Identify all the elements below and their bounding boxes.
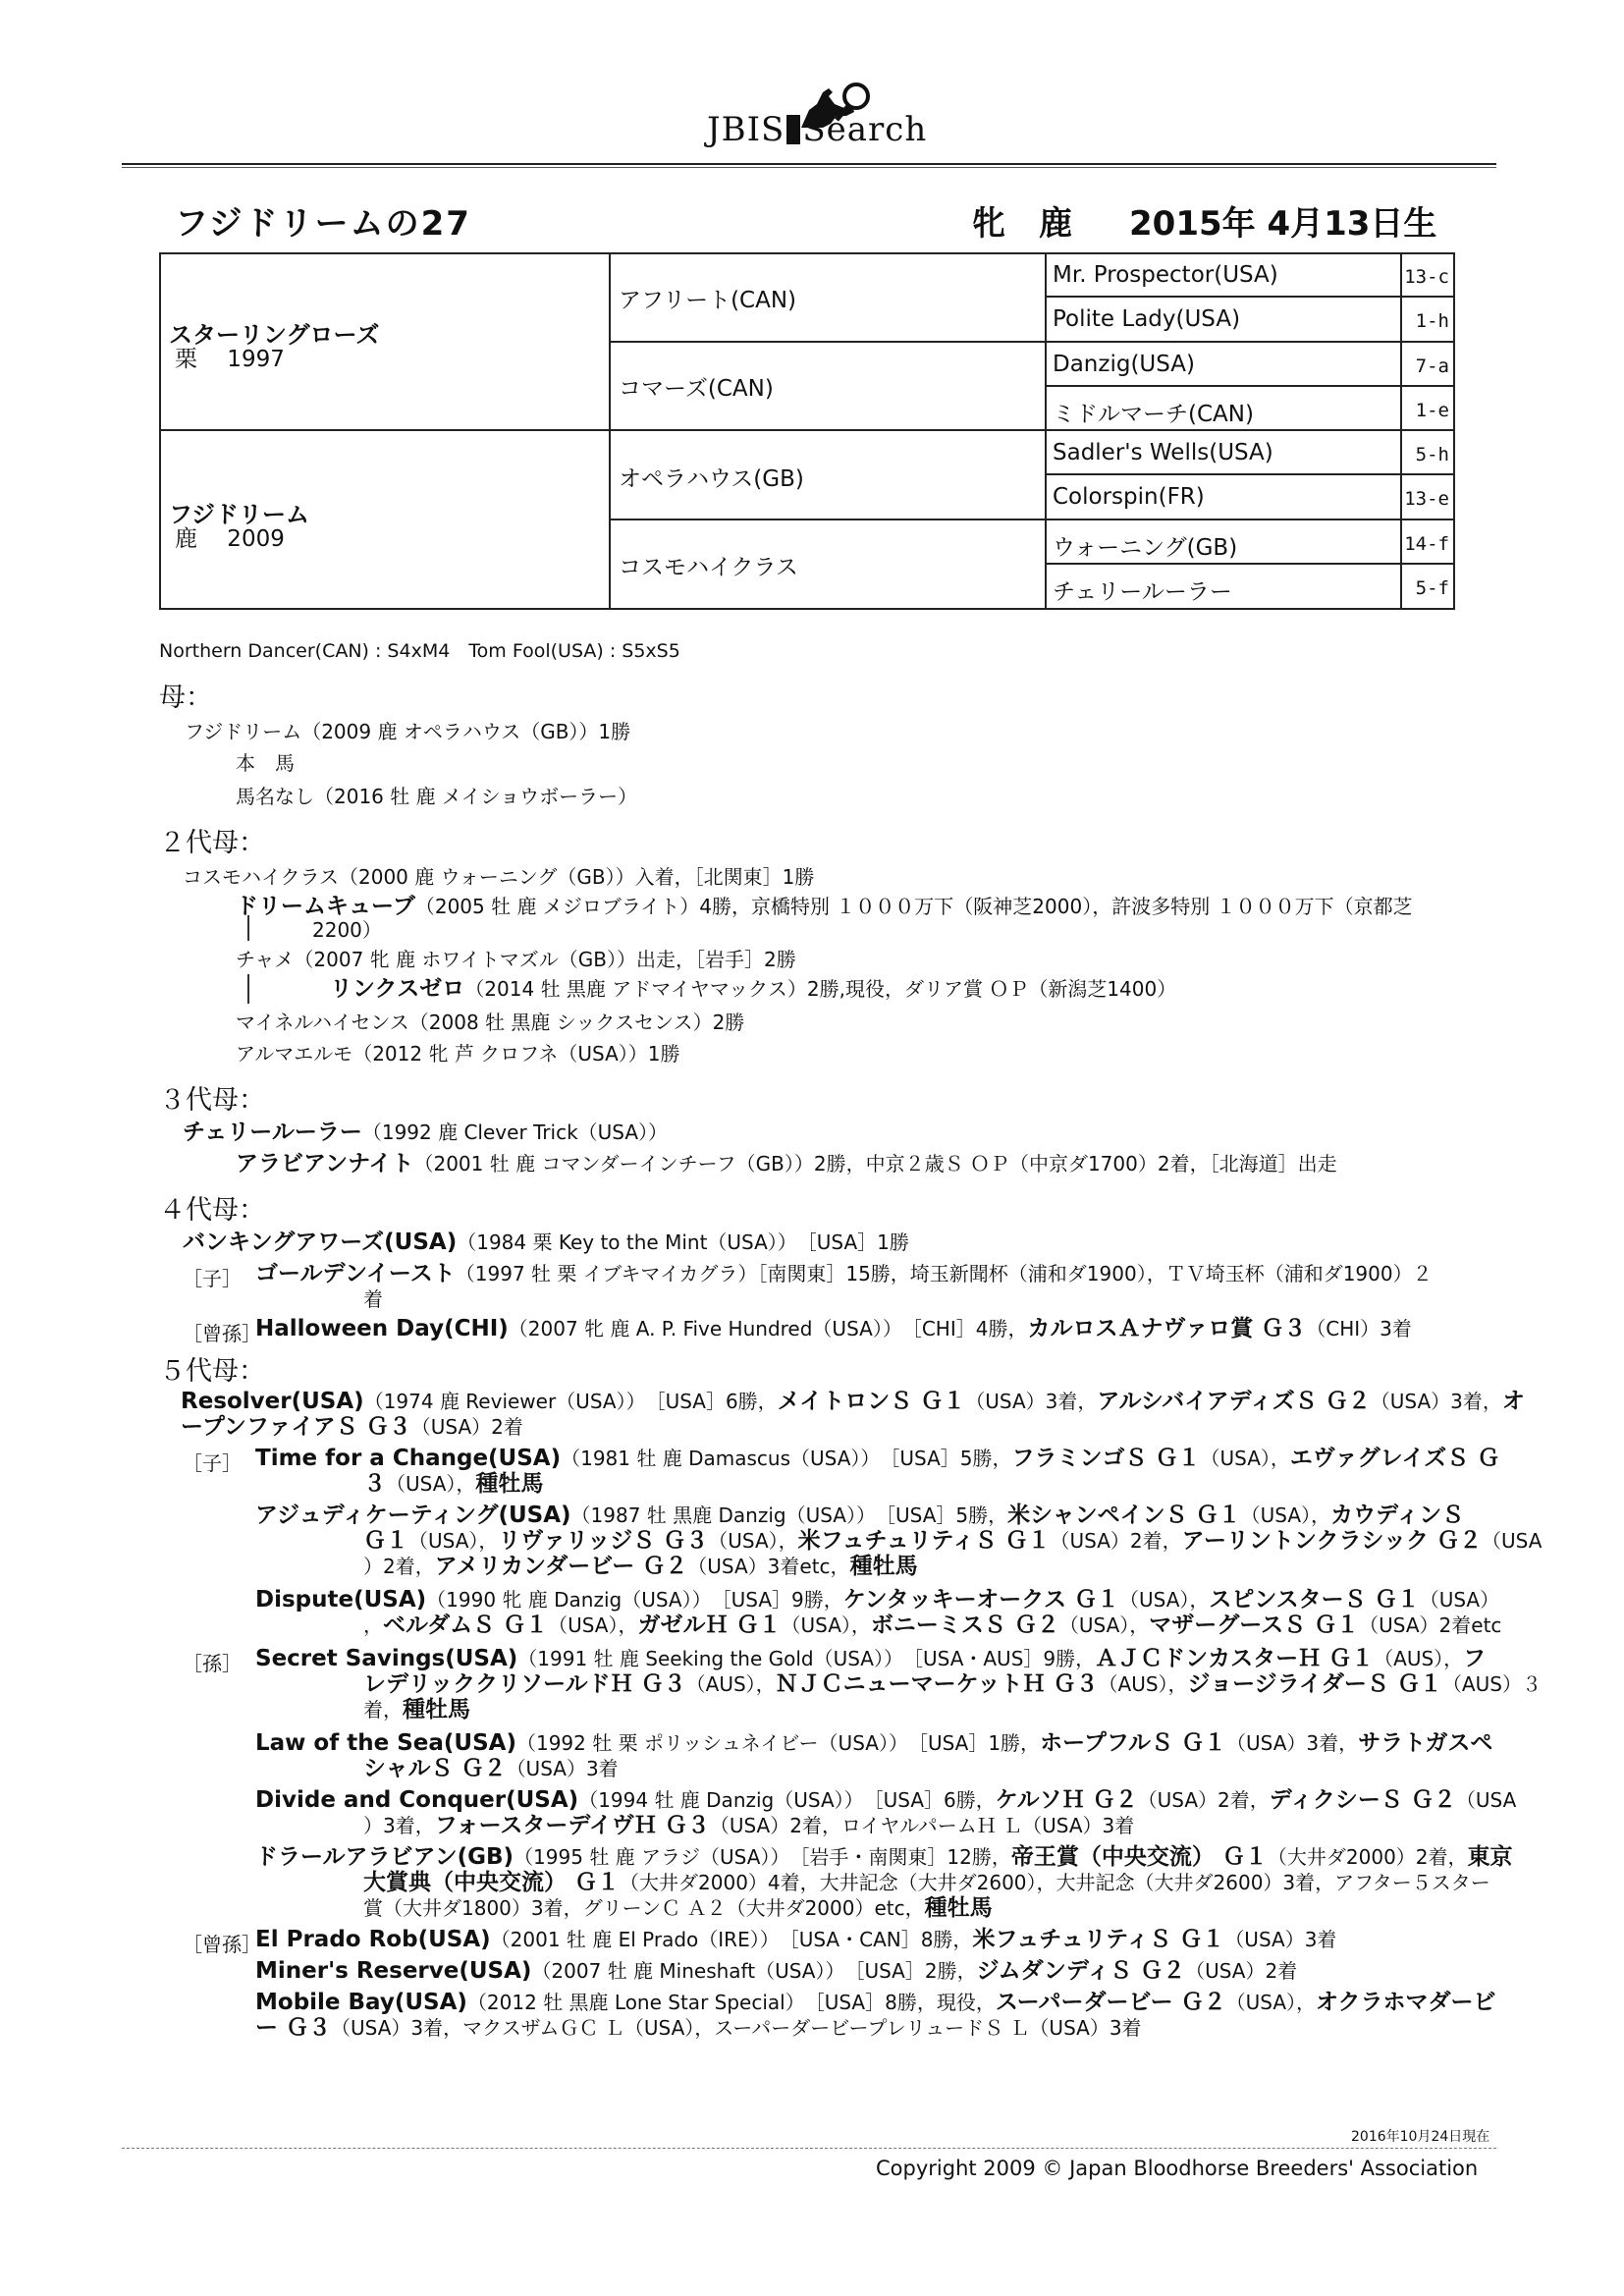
race-record: （1984 栗 Key to the Mint（USA）） ［USA］1勝 [457, 1230, 909, 1254]
race-record: （USA）， [386, 1472, 476, 1496]
race-name: 米フュチュリティＳ Ｇ１ [797, 1528, 1051, 1554]
sire-info: 栗 1997 [175, 347, 285, 372]
race-record: （AUS）， [1098, 1672, 1188, 1696]
family-line [363, 1813, 1134, 1838]
pedigree-gen2-name: アフリート(CAN) [619, 288, 797, 313]
family-line [255, 1261, 1433, 1286]
race-name: ケルソＨ Ｇ２ [995, 1787, 1138, 1813]
family-number: 14-f [1404, 533, 1449, 555]
family-number: 13-c [1404, 266, 1449, 288]
family-number: 7-a [1415, 355, 1449, 377]
race-record: （1987 牡 黒鹿 Danzig（USA）） ［USA］5勝， [570, 1503, 1008, 1527]
family-line [255, 1503, 1464, 1528]
race-name: ３ [363, 1471, 386, 1497]
logo-block [786, 115, 800, 144]
race-record: （USA） [1419, 1588, 1500, 1612]
race-record: ）3着， [363, 1814, 435, 1837]
family-line [255, 1446, 1499, 1471]
family-line [255, 1927, 1336, 1952]
race-record: （1997 牡 栗 イブキマイカグラ）［南関東］15勝，埼玉新聞杯（浦和ダ1900），ＴＶ埼玉杯（浦和ダ1900）２ [455, 1262, 1433, 1285]
race-name: スピンスターＳ Ｇ１ [1209, 1587, 1420, 1613]
race-name: 東京 [1467, 1844, 1513, 1870]
race-record: （1981 牡 鹿 Damascus（USA）） ［USA］5勝， [561, 1447, 1012, 1470]
family-line: フジドリーム（2009 鹿 オペラハウス（GB））1勝 [185, 720, 631, 743]
family-line [363, 1613, 1501, 1638]
race-name: Ｇ１ [363, 1528, 408, 1554]
pedigree-gen3-name: ミドルマーチ(CAN) [1053, 402, 1254, 427]
section-heading-gen4: ４代母： [159, 1195, 265, 1226]
pedigree-gen3-name: チェリールーラー [1053, 579, 1232, 605]
race-record: （USA）， [1058, 1613, 1150, 1637]
family-line [363, 1671, 1542, 1697]
family-line [363, 1895, 993, 1921]
race-record: （USA）， [408, 1529, 499, 1553]
pedigree-divider [161, 429, 1453, 431]
race-record: （2007 牡 鹿 Mineshaft（USA）） ［USA］2勝， [531, 1959, 977, 1983]
race-record: （USA）2着 [410, 1415, 523, 1439]
race-name: レデリッククリソールドＨ Ｇ３ [363, 1671, 686, 1697]
horse-name: Secret Savings(USA) [255, 1646, 518, 1671]
section-heading-dam: 母： [159, 683, 212, 713]
family-line [255, 1646, 1486, 1671]
dam-info: 鹿 2009 [175, 526, 285, 552]
race-name: アメリカンダービー Ｇ２ [434, 1554, 688, 1579]
race-record: （2012 牡 黒鹿 Lone Star Special） ［USA］8勝，現役， [466, 1991, 996, 2014]
family-line: マイネルハイセンス（2008 牡 黒鹿 シックスセンス）2勝 [236, 1011, 745, 1034]
race-record: （USA）， [781, 1613, 871, 1637]
race-record: （1990 牝 鹿 Danzig（USA）） ［USA］9勝， [426, 1588, 843, 1612]
race-name: カウディンＳ [1330, 1503, 1465, 1528]
race-name: オクラホマダービ [1316, 1990, 1496, 2015]
race-record: （1995 牡 鹿 アラジ（USA）） ［岩手・南関東］12勝， [514, 1845, 1011, 1869]
race-name: 米フュチュリティＳ Ｇ１ [972, 1927, 1225, 1952]
pedigree-divider [1045, 296, 1453, 298]
race-record: （AUS）， [1374, 1647, 1464, 1670]
family-line [363, 1697, 470, 1722]
horse-name: ドラールアラビアン(GB) [255, 1844, 514, 1870]
race-name: メイトロンＳ Ｇ１ [777, 1389, 966, 1414]
horse-name-title: フジドリームの27 [175, 204, 471, 244]
horse-name: リンクスゼロ [330, 976, 465, 1002]
pedigree-divider [1045, 473, 1453, 475]
race-record: （2005 牡 鹿 メジロブライト）4勝，京橋特別 １０００万下（阪神芝2000），許波多特別 １０００万下（京都芝 [414, 895, 1413, 918]
horse-name: Dispute(USA) [255, 1587, 427, 1613]
copyright-notice: Copyright 2009 © Japan Bloodhorse Breeders' Association [876, 2157, 1479, 2180]
family-line [181, 1414, 523, 1440]
race-record: （CHI）3着 [1306, 1317, 1412, 1340]
birth-date: 2015年 4月13日生 [1129, 204, 1437, 244]
horse-name: ゴールデンイースト [255, 1261, 456, 1286]
family-line [255, 1730, 1492, 1756]
race-name: ガゼルＨ Ｇ１ [637, 1613, 782, 1638]
logo-jbis-text: JBIS [707, 110, 785, 149]
race-record: （1992 鹿 Clever Trick（USA）） [361, 1121, 669, 1144]
race-record: （1994 牡 鹿 Danzig（USA）） ［USA］6勝， [578, 1788, 996, 1812]
race-record: （USA [1455, 1788, 1517, 1812]
relation-tag: ［曾孫］ [183, 1322, 261, 1345]
race-name: オ [1501, 1389, 1525, 1414]
race-name: ホープフルＳ Ｇ１ [1040, 1730, 1226, 1756]
race-name: アーリントンクラシック Ｇ２ [1181, 1528, 1483, 1554]
pedigree-divider [1400, 254, 1402, 608]
pedigree-gen3-name: Danzig(USA) [1053, 352, 1195, 377]
race-name: フ [1463, 1646, 1487, 1671]
race-record: （2007 牝 鹿 A. P. Five Hundred（USA）） ［CHI］4勝， [508, 1317, 1028, 1340]
footer-rule [122, 2148, 1496, 2149]
pedigree-divider [1045, 563, 1453, 565]
family-line: 馬名なし（2016 牡 鹿 メイショウボーラー） [236, 785, 638, 808]
race-name: ＮＪＣニューマーケットＨ Ｇ３ [775, 1671, 1099, 1697]
horse-name: アラビアンナイト [236, 1151, 414, 1176]
race-name: ディクシーＳ Ｇ２ [1269, 1787, 1456, 1813]
family-line [255, 2015, 1142, 2041]
race-name: ジョージライダーＳ Ｇ１ [1187, 1671, 1442, 1697]
race-record: （USA）3着， [965, 1390, 1098, 1413]
family-number: 1-h [1415, 310, 1449, 332]
relation-tag: ［子］ [183, 1267, 242, 1290]
race-record: （USA）2着，ロイヤルパームＨ Ｌ（USA）3着 [709, 1814, 1135, 1837]
family-line [330, 976, 1176, 1002]
family-line: コスモハイクラス（2000 鹿 ウォーニング（GB））入着，［北関東］1勝 [183, 865, 815, 889]
race-record: （USA）3着， [1226, 1731, 1359, 1755]
race-record: （USA）， [1225, 1991, 1317, 2014]
jbis-search-logo [707, 110, 927, 149]
race-name: アルシバイアディズＳ Ｇ２ [1097, 1389, 1371, 1414]
race-record: （2001 牡 鹿 コマンダーインチーフ（GB））2勝，中京２歳Ｓ ＯＰ（中京ダ1700）2着，［北海道］出走 [413, 1152, 1337, 1175]
relation-tag: ［曾孫］ [183, 1933, 261, 1956]
horse-color: 鹿 [1039, 204, 1072, 244]
pedigree-table [159, 252, 1455, 610]
family-line [183, 1120, 668, 1145]
race-record: 賞（大井ダ1800）3着，グリーンＣ Ａ２（大井ダ2000）etc， [363, 1896, 925, 1920]
race-name: ープンファイアＳ Ｇ３ [181, 1414, 411, 1440]
race-record: （USA）3着， [1370, 1390, 1502, 1413]
race-name: 種牡馬 [475, 1471, 544, 1497]
race-name: フラミンゴＳ Ｇ１ [1011, 1446, 1201, 1471]
family-number: 1-e [1415, 400, 1449, 421]
family-line [236, 894, 1413, 919]
family-line [363, 1528, 1542, 1554]
family-line: アルマエルモ（2012 牝 芦 クロフネ（USA））1勝 [236, 1042, 680, 1066]
pedigree-gen2-name: コスモハイクラス [619, 555, 798, 580]
family-line [363, 1471, 543, 1497]
family-line [363, 1870, 1490, 1895]
pedigree-gen2-name: オペラハウス(GB) [619, 466, 804, 492]
race-record: （USA）3着 [506, 1757, 619, 1780]
header-rule [122, 163, 1496, 168]
horse-name: Mobile Bay(USA) [255, 1990, 467, 2015]
horse-name: Resolver(USA) [181, 1389, 364, 1414]
race-name: フォースターデイヴＨ Ｇ３ [434, 1813, 710, 1838]
pedigree-divider [1045, 385, 1453, 387]
pedigree-gen2-name: コマーズ(CAN) [619, 376, 774, 402]
pedigree-divider [609, 254, 611, 608]
race-record: ）2着， [363, 1555, 435, 1578]
race-record: （大井ダ2000）4着，大井記念（大井ダ2600），大井記念（大井ダ2600）3着，アフター５スター [620, 1871, 1490, 1894]
race-name: ボニーミスＳ Ｇ２ [870, 1613, 1059, 1638]
family-number: 13-e [1404, 488, 1449, 510]
race-record: （1974 鹿 Reviewer（USA）） ［USA］6勝， [363, 1390, 778, 1413]
race-record: （USA）2着， [1050, 1529, 1182, 1553]
family-line: 本 馬 [236, 751, 295, 775]
race-record: 着， [363, 1698, 403, 1722]
race-record: （USA）， [1240, 1503, 1331, 1527]
horse-name: Halloween Day(CHI) [255, 1316, 509, 1341]
pedigree-divider [1045, 254, 1047, 608]
race-name: マザーグースＳ Ｇ１ [1149, 1613, 1360, 1638]
family-line [255, 1990, 1496, 2015]
family-line [363, 1756, 619, 1781]
race-record: （USA）， [1118, 1588, 1210, 1612]
family-line [236, 1151, 1337, 1176]
family-line: チャメ（2007 牝 鹿 ホワイトマズル（GB））出走，［岩手］2勝 [236, 948, 796, 971]
race-name: ＡＪＣドンカスターＨ Ｇ１ [1095, 1646, 1375, 1671]
race-name: サラトガスペ [1358, 1730, 1493, 1756]
pedigree-gen3-name: ウォーニング(GB) [1053, 535, 1238, 561]
race-name: シャルＳ Ｇ２ [363, 1756, 507, 1781]
pedigree-divider [609, 341, 1453, 343]
horse-name: El Prado Rob(USA) [255, 1927, 491, 1952]
race-name: 種牡馬 [849, 1554, 918, 1579]
family-line [363, 1554, 918, 1579]
race-name: リヴァリッジＳ Ｇ３ [498, 1528, 709, 1554]
family-line [181, 1389, 1525, 1414]
connector-line [247, 974, 249, 1004]
race-record: （USA [1482, 1529, 1543, 1553]
race-record: （USA）， [548, 1613, 638, 1637]
pedigree-gen3-name: Mr. Prospector(USA) [1053, 262, 1278, 288]
horse-name: アジュディケーティング(USA) [255, 1503, 571, 1528]
horse-name: Miner's Reserve(USA) [255, 1958, 532, 1984]
pedigree-gen3-name: Sadler's Wells(USA) [1053, 440, 1273, 465]
family-line: 2200） [312, 918, 382, 942]
race-record: （AUS）３ [1441, 1672, 1542, 1696]
family-number: 5-h [1415, 444, 1449, 465]
race-name: ケンタッキーオークス Ｇ１ [842, 1587, 1119, 1613]
race-record: （USA）2着 [1185, 1959, 1298, 1983]
race-name: ー Ｇ３ [255, 2015, 332, 2041]
horse-name: ドリームキューブ [236, 894, 415, 919]
race-record: （USA）3着，マクスザムＧＣ Ｌ（USA），スーパーダービープレリュードＳ Ｌ（USA）3着 [331, 2016, 1142, 2040]
race-name: ジムダンディＳ Ｇ２ [976, 1958, 1186, 1984]
race-record: （2001 牡 鹿 El Prado（IRE）） ［USA・CAN］8勝， [490, 1928, 973, 1951]
pedigree-gen3-name: Colorspin(FR) [1053, 484, 1205, 510]
race-record: （USA）， [1200, 1447, 1290, 1470]
family-line [255, 1787, 1516, 1813]
horse-name: バンキングアワーズ(USA) [183, 1230, 458, 1255]
race-record: （2014 牡 黒鹿 アドマイヤマックス）2勝,現役，ダリア賞 ＯＰ（新潟芝1400） [464, 977, 1177, 1001]
horse-sex: 牝 [972, 204, 1005, 244]
relation-tag: ［子］ [183, 1451, 242, 1475]
race-record: （1992 牡 栗 ポリッシュネイビー（USA）） ［USA］1勝， [515, 1731, 1041, 1755]
race-name: カルロスＡナヴァロ賞 Ｇ３ [1027, 1316, 1307, 1341]
race-record: （USA）， [708, 1529, 798, 1553]
race-name: 大賞典（中央交流） Ｇ１ [363, 1870, 621, 1895]
dam-name: フジドリーム [169, 501, 310, 528]
section-heading-gen2: ２代母： [159, 828, 265, 858]
inbreeding-summary: Northern Dancer(CAN) : S4xM4 Tom Fool(USA) : S5xS5 [159, 640, 680, 662]
section-heading-gen3: ３代母： [159, 1085, 265, 1116]
relation-tag: ［孫］ [183, 1652, 242, 1675]
race-record: （USA）2着， [1137, 1788, 1270, 1812]
family-line [255, 1844, 1513, 1870]
horse-name: チェリールーラー [183, 1120, 362, 1145]
race-name: 米シャンペインＳ Ｇ１ [1007, 1503, 1241, 1528]
race-name: 種牡馬 [924, 1895, 993, 1921]
race-record: （USA）2着etc [1359, 1613, 1502, 1637]
horse-name: Divide and Conquer(USA) [255, 1787, 579, 1813]
race-record: （USA）3着etc， [687, 1555, 850, 1578]
family-number: 5-f [1415, 577, 1449, 599]
race-name: 種牡馬 [403, 1697, 470, 1722]
pedigree-gen3-name: Polite Lady(USA) [1053, 306, 1241, 332]
family-line [255, 1958, 1297, 1984]
sire-name: スターリングローズ [169, 321, 380, 349]
race-name: ベルダムＳ Ｇ１ [383, 1613, 549, 1638]
family-line [183, 1230, 909, 1255]
race-name: エヴァグレイズＳ Ｇ [1289, 1446, 1500, 1471]
race-record: （USA）3着 [1224, 1928, 1337, 1951]
family-line [255, 1587, 1499, 1613]
as-of-date: 2016年10月24日現在 [1351, 2129, 1490, 2145]
horse-name: Law of the Sea(USA) [255, 1730, 516, 1756]
race-record: （AUS）， [685, 1672, 776, 1696]
section-heading-gen5: ５代母： [159, 1356, 265, 1387]
race-name: 帝王賞（中央交流） Ｇ１ [1010, 1844, 1268, 1870]
race-record: （大井ダ2000）2着， [1267, 1845, 1468, 1869]
race-record: ， [363, 1613, 383, 1637]
connector-line [247, 915, 249, 941]
race-record: （1991 牡 鹿 Seeking the Gold（USA）） ［USA・AUS］9勝， [517, 1647, 1096, 1670]
family-line: 着 [363, 1287, 383, 1311]
race-name: スーパーダービー Ｇ２ [995, 1990, 1226, 2015]
logo-search-text: Search [802, 110, 928, 149]
family-line [255, 1316, 1412, 1341]
horse-name: Time for a Change(USA) [255, 1446, 562, 1471]
pedigree-divider [609, 519, 1453, 520]
